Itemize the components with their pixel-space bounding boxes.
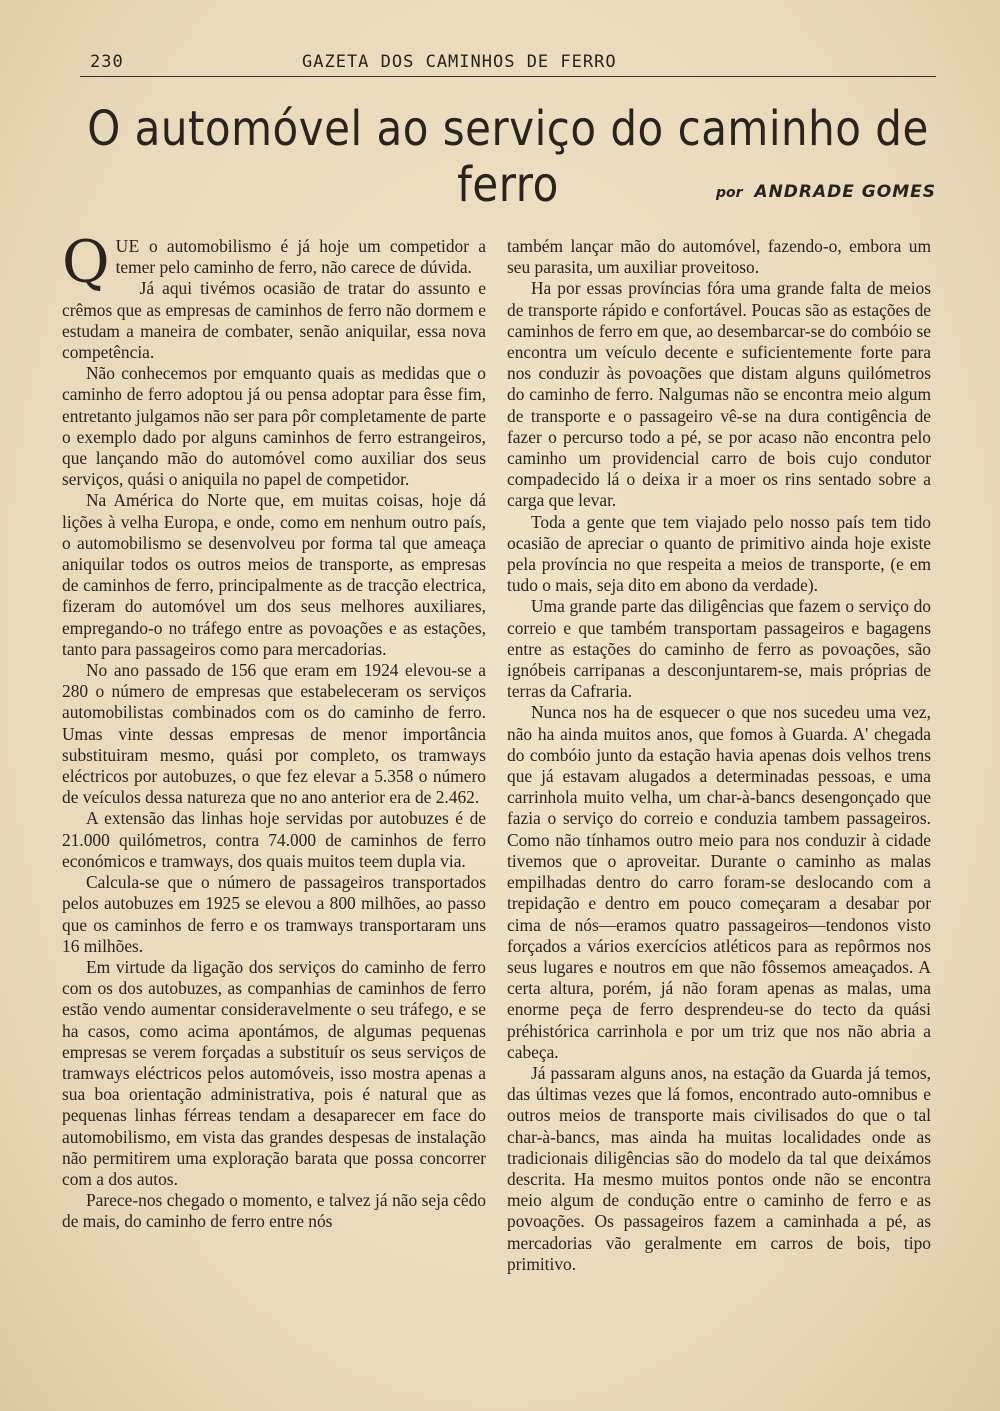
byline-prefix: por	[715, 185, 743, 201]
paragraph: Já aqui tivémos ocasião de tratar do assunto e crêmos que as empresas de caminhos de ferro não dormem e estudam a maneira de combater, senão aniquilar, essa nova competência.	[62, 278, 486, 363]
paragraph: Uma grande parte das diligências que fazem o serviço do correio e que também transportam passageiros e bagagens entre as estações do caminho de ferro as povoações, são ignóbeis carripanas a desconjuntarem-se, mais próprias de terras da Cafraria.	[507, 596, 931, 702]
drop-cap: Q	[62, 228, 110, 296]
first-word-rest: UE	[115, 236, 140, 256]
paragraph: No ano passado de 156 que eram em 1924 elevou-se a 280 o número de empresas que estabeleceram os serviços automobilistas combinados com os do caminho de ferro. Umas vinte dessas empresas de menor importância substituiram mesmo, quási por completo, os tramways eléctricos por autobuzes, o que fez elevar a 5.358 o número de veículos dessa natureza que no ano anterior era de 2.462.	[62, 660, 486, 808]
byline	[716, 182, 936, 202]
paragraph: também lançar mão do automóvel, fazendo-o, embora um seu parasita, um auxiliar proveitoso.	[507, 236, 931, 278]
paragraph: Toda a gente que tem viajado pelo nosso país tem tido ocasião de apreciar o quanto de primitivo ainda hoje existe pela província no que respeita a meios de transporte, (e em tudo o mais, seja dito em abono da verdade).	[507, 511, 931, 596]
paragraph: Na América do Norte que, em muitas coisas, hoje dá lições à velha Europa, e onde, como em nenhum outro país, o automobilismo se desenvolveu por forma tal que ameaça aniquilar todos os outros meios de transporte, as empresas de caminhos de ferro, principalmente as de tracção electrica, fizeram do automóvel um dos seus melhores auxiliares, empregando-o no tráfego entre as povoações e as estações, tanto para passageiros como para mercadorias.	[62, 490, 486, 659]
paragraph	[62, 228, 486, 296]
journal-title: GAZETA DOS CAMINHOS DE FERRO	[302, 52, 617, 72]
paragraph: A extensão das linhas hoje servidas por autobuzes é de 21.000 quilómetros, contra 74.000 de caminhos de ferro económicos e tramways, dos quais muitos teem dupla via.	[62, 808, 486, 871]
paragraph-text: o automobilismo é já hoje um competidor a temer pelo caminho de ferro, não carece de dúvida.	[115, 236, 486, 278]
paragraph: Parece-nos chegado o momento, e talvez já não seja cêdo de mais, do caminho de ferro entre nós	[62, 1190, 486, 1232]
page-number: 230	[90, 52, 124, 72]
paragraph: Ha por essas províncias fóra uma grande falta de meios de transporte rápido e confortável. Poucas são as estações de caminhos de ferro em que, ao desembarcar-se do combóio se encontra um veículo decente e suficientemente forte para nos conduzir às povoações que distam alguns quilómetros do caminho de ferro. Nalgumas não se encontra meio algum de transporte e o passageiro vê-se na dura contigência de fazer o percurso todo a pé, se por acaso não encontra pelo caminho um providencial carro de bois cujo condutor compadecido lá o deixa ir a moer os rins sentado sobre a carga que levar.	[507, 278, 931, 511]
paragraph: Já passaram alguns anos, na estação da Guarda já temos, das últimas vezes que lá fomos, encontrado auto-omnibus e outros meios de transporte mais civilisados do que o tal char-à-bancs, mas ainda ha muitas localidades onde as tradicionais diligências são do modelo da tal que deixámos descrita. Ha mesmo muitos pontos onde não se encontra meio algum de condução entre o caminho de ferro e as povoações. Os passageiros fazem a caminhada a pé, as mercadorias vão geralmente em carros de bois, tipo primitivo.	[507, 1062, 931, 1274]
paragraph: Em virtude da ligação dos serviços do caminho de ferro com os dos autobuzes, as companhias de caminhos de ferro estão vendo aumentar consideravelmente o seu tráfego, e se ha casos, como acima apontámos, de algumas pequenas empresas se verem forçadas a substituír os seus serviços de tramways eléctricos pelos automóveis, isso mostra apenas a sua boa orientação administrativa, pois é natural que as pequenas linhas férreas tendam a desaparecer em face do automobilismo, em vista das grandes despesas de instalação não permitirem uma exploração barata que possa concorrer com a dos autos.	[62, 956, 486, 1189]
left-column	[62, 228, 486, 1233]
running-header	[80, 50, 936, 77]
paragraph: Nunca nos ha de esquecer o que nos sucedeu uma vez, não ha ainda muitos anos, que fomos à Guarda. A' chegada do combóio junto da estação havia apenas dois velhos trens que já estavam alugados a determinadas pessoas, e uma carrinhola muito velha, um char-à-bancs desengonçado que fazia o serviço do correio e conduzia tambem passageiros. Como não tínhamos outro meio para nos conduzir à cidade tivemos que o aproveitar. Durante o caminho as malas empilhadas dentro do carro foram-se deslocando com a trepidação e dentro em pouco começaram a desabar por cima de nós—eramos quatro passageiros—tendonos visto forçados a vários exercícios atléticos para as repôrmos nos seus lugares e noutros em que não fôssemos ameaçados. A certa altura, porém, já não foram apenas as malas, uma enorme peça de ferro desprendeu-se do tecto da quási préhistórica carrinhola e por um triz que nos não abria a cabeça.	[507, 702, 931, 1062]
right-column	[507, 236, 931, 1275]
article-title: O automóvel ao serviço do caminho de ferro	[87, 100, 929, 213]
paragraph: Não conhecemos por emquanto quais as medidas que o caminho de ferro adoptou já ou pensa adoptar para êsse fim, entretanto julgamos não ser para pôr completamente de parte o exemplo dado por alguns caminhos de ferro estrangeiros, que lançando mão do automóvel como auxiliar dos seus serviços, quási o aniquila no papel de competidor.	[62, 363, 486, 490]
paragraph: Calcula-se que o número de passageiros transportados pelos autobuzes em 1925 se elevou a 800 milhões, ao passo que os caminhos de ferro e os tramways transportaram uns 16 milhões.	[62, 872, 486, 956]
author-name: ANDRADE GOMES	[754, 182, 936, 202]
